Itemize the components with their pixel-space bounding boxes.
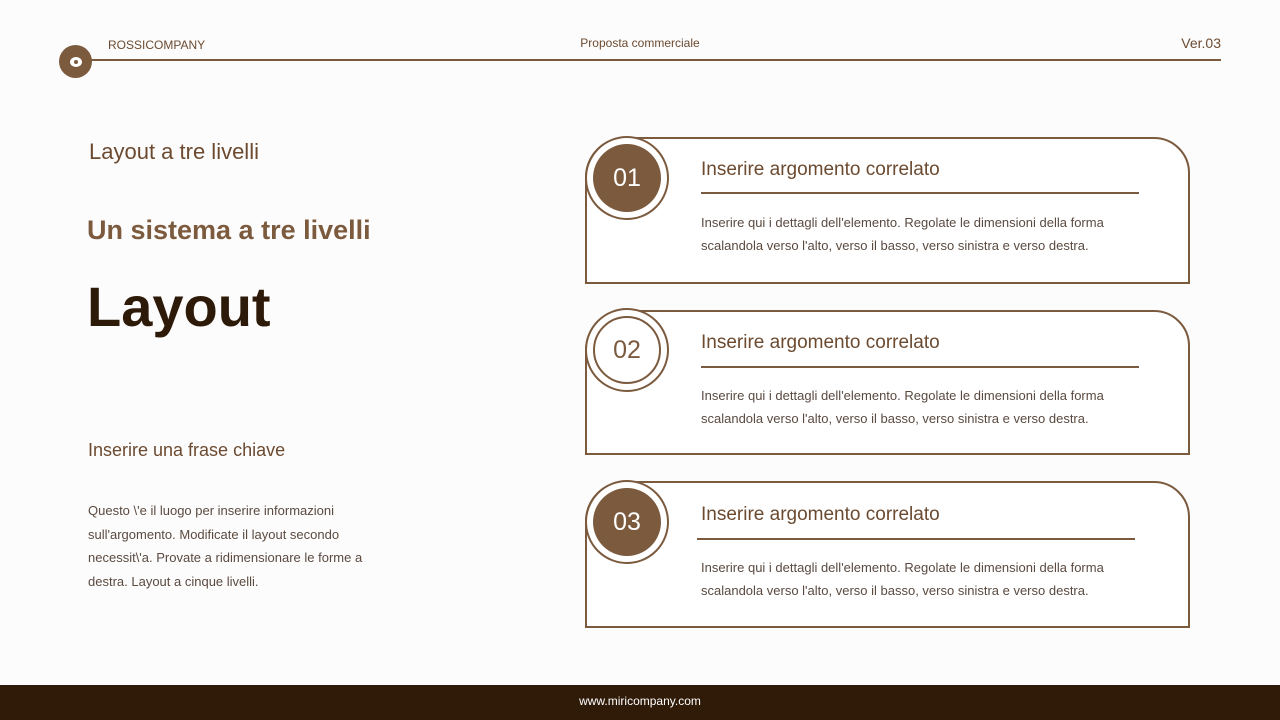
header-divider (75, 59, 1221, 61)
card-3-number-badge (585, 480, 669, 564)
card-1-description: Inserire qui i dettagli dell'elemento. Regolate le dimensioni della forma scalandola verso l'alto, verso il basso, verso sinistra e verso destra. (701, 215, 1104, 253)
section-heading: Un sistema a tre livelli (87, 215, 371, 245)
card-2-number-badge (585, 308, 669, 392)
footer (0, 685, 1280, 720)
card-2-divider (701, 366, 1139, 368)
card-1-divider (701, 192, 1139, 194)
version-label: Ver.03 (1181, 35, 1221, 51)
description-paragraph: Questo \'e il luogo per inserire informazioni sull'argomento. Modificate il layout secondo necessit\'a. Provate a ridimensionare le forme a destra. Layout a cinque livelli. (88, 503, 363, 589)
card-1-title: Inserire argomento correlato (701, 159, 940, 180)
company-name: ROSSICOMPANY (108, 38, 206, 52)
card-1-number: 01 (593, 144, 661, 212)
card-2-title: Inserire argomento correlato (701, 332, 940, 353)
card-2-description: Inserire qui i dettagli dell'elemento. Regolate le dimensioni della forma scalandola verso l'alto, verso il basso, verso sinistra e verso destra. (701, 388, 1104, 426)
card-1-number-badge (585, 136, 669, 220)
page-title: Layout (87, 275, 271, 338)
footer-url[interactable]: www.miricompany.com (579, 694, 701, 708)
card-2-number: 02 (593, 316, 661, 384)
card-3-title: Inserire argomento correlato (701, 504, 940, 525)
card-3-divider (697, 538, 1135, 540)
subtitle: Layout a tre livelli (89, 139, 259, 164)
card-3-description: Inserire qui i dettagli dell'elemento. Regolate le dimensioni della forma scalandola verso l'alto, verso il basso, verso sinistra e verso destra. (701, 560, 1104, 598)
key-phrase: Inserire una frase chiave (88, 440, 286, 460)
card-3-number: 03 (593, 488, 661, 556)
document-title: Proposta commerciale (580, 36, 700, 50)
